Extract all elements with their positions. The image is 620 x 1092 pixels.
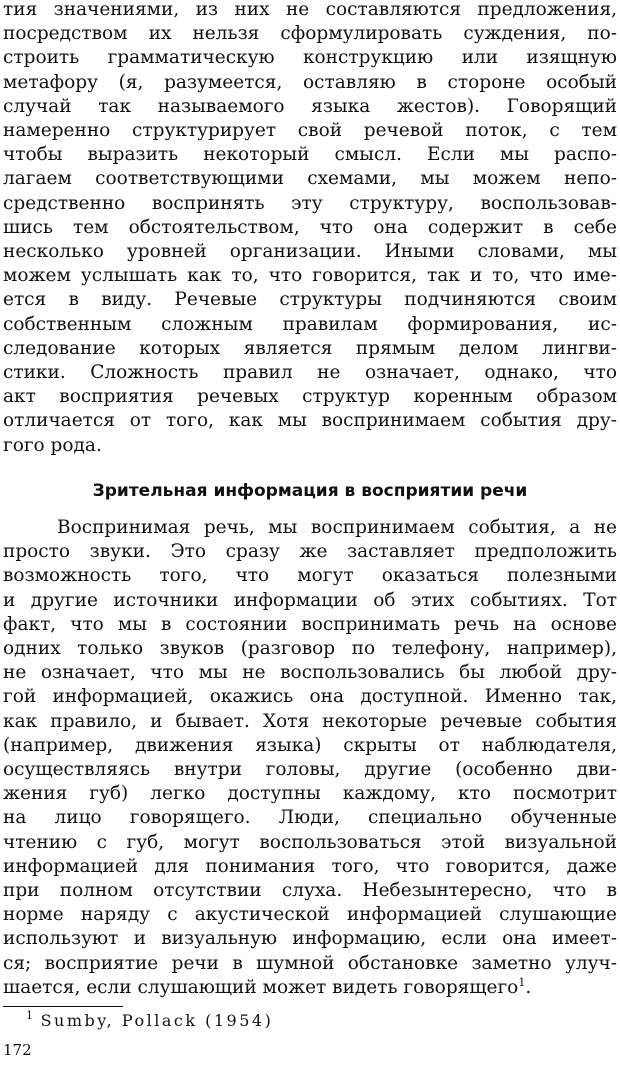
page-number: 172 [3,1041,32,1059]
text-line: и другие источники информации об этих событиях. Тот [3,589,617,611]
footnote-rule [3,1006,123,1007]
text-line: намеренно структурирует свой речевой поток, с тем [3,120,617,141]
text-line: несколько уровней организации. Иными словами, мы [3,241,617,262]
section-heading: Зрительная информация в восприятии речи [92,480,528,501]
text-line: средственно воспринять эту структуру, воспользовав- [3,192,617,214]
text-line: акт восприятия речевых структур коренным образом [3,386,617,408]
text-line: гого рода. [3,434,102,456]
text-line: Воспринимая речь, мы воспринимаем события, а не [3,517,617,538]
text-line: тия значениями, из них не составляются предложения, [3,0,617,20]
footnote-reference[interactable]: 1 [518,975,526,989]
text-line: гой информацией, окажись она доступной. Именно так, [3,686,617,708]
text-line: чтению с губ, могут воспользоваться этой визуальной [3,831,617,853]
text-line: ется в виду. Речевые структуры подчиняются своим [3,289,617,311]
text-line: просто звуки. Это сразу же заставляет предположить [3,541,617,563]
text-line: жения губ) легко доступны каждому, кто посмотрит [3,783,617,805]
text-line: возможность того, что могут оказаться полезными [3,565,617,587]
text-line: строить грамматическую конструкцию или изящную [3,47,617,69]
text-line: факт, что мы в состоянии воспринимать речь на основе [3,613,617,635]
text-line: информацией для понимания того, что говорится, даже [3,855,617,877]
text-line: на лицо говорящего. Люди, специально обученные [3,807,617,829]
text-line: норме наряду с акустической информацией слушающие [3,904,617,926]
text-line: чтобы выразить некоторый смысл. Если мы распо- [3,144,617,166]
footnote-text: Sumby, Pollack (1954) [33,1011,274,1030]
footnote-marker: 1 [26,1009,33,1022]
text-line: следование которых является прямым делом лингви- [3,337,617,359]
text-line: собственным сложным правилам формирования, ис- [3,313,617,335]
text-line: шается, если слушающий может видеть говорящего$^1$. [3,975,532,998]
text-line: одних только звуков (разговор по телефону, например), [3,638,617,659]
text-line: (например, движения языка) скрыты от наблюдателя, [3,734,617,756]
text-line: при полном отсутствии слуха. Небезынтересно, что в [3,880,617,901]
text-line: осуществляясь внутри головы, другие (особенно дви- [3,759,617,780]
text-line: метафору (я, разумеется, оставляю в стороне особый [3,71,617,93]
text-line: ся; восприятие речи в шумной обстановке заметно улуч- [3,952,617,974]
text-line: не означает, что мы не воспользовались бы любой дру- [3,662,617,684]
text-line: используют и визуальную информацию, если она имеет- [3,928,617,950]
text-line: шись тем обстоятельством, что она содержит в себе [3,216,617,238]
text-line: стики. Сложность правил не означает, однако, что [3,362,617,383]
footnote [26,1010,273,1032]
text-line-content: шается, если слушающий может видеть говорящего [3,976,519,998]
text-line: можем услышать как то, что говорится, так и то, что име- [3,265,617,287]
text-line: посредством их нельзя сформулировать суждения, по- [3,23,617,45]
text-line: отличается от того, как мы воспринимаем события дру- [3,410,617,432]
text-line: лагаем соответствующими схемами, мы можем непо- [3,168,617,190]
text-line: как правило, и бывает. Хотя некоторые речевые события [3,710,617,732]
text-line: случай так называемого языка жестов). Говорящий [3,95,617,117]
